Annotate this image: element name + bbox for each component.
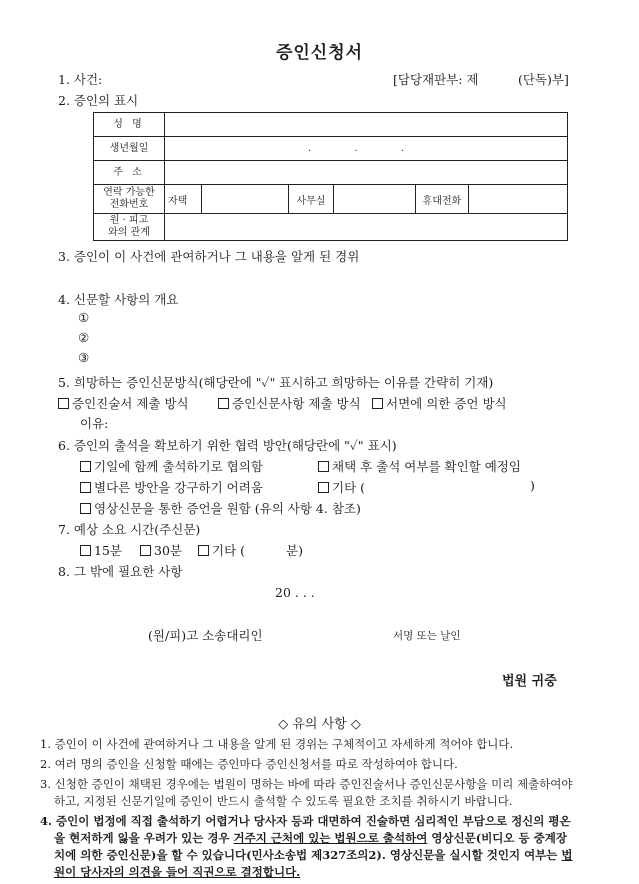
duration-option-3[interactable] — [198, 541, 245, 559]
phone-label-line2: 전화번호 — [109, 199, 149, 210]
method-reason: 이유: — [80, 416, 109, 431]
notes-list — [40, 736, 575, 884]
relation-label-line1: 원 · 피고 — [109, 215, 149, 226]
home-field[interactable] — [202, 185, 289, 214]
birth-field[interactable]: . . . — [165, 137, 568, 161]
questions-label: 4. 신문할 사항의 개요 — [58, 292, 179, 307]
checkbox[interactable] — [372, 398, 383, 409]
case-label: 1. 사건: — [58, 72, 103, 87]
address-label: 주 소 — [94, 161, 165, 185]
phone-label-line1: 연락 가능한 — [103, 187, 155, 198]
attendance-option-4[interactable] — [318, 478, 365, 496]
note-4-underline-1: 거주지 근처에 있는 법원으로 출석하여 — [233, 831, 428, 845]
attendance-option-4-label: 기타 ( — [332, 480, 366, 495]
checkbox[interactable] — [80, 482, 91, 493]
mobile-field[interactable] — [469, 185, 568, 214]
relation-label-line2: 와의 관계 — [108, 227, 150, 238]
attendance-option-5-label: 영상신문을 통한 증언을 원함 (유의 사항 4. 참조) — [94, 501, 361, 516]
checkbox[interactable] — [140, 545, 151, 556]
duration-option-1-label: 15분 — [94, 543, 122, 558]
relation-label — [94, 214, 165, 241]
other-matters-label: 8. 그 밖에 필요한 사항 — [58, 564, 183, 579]
note-4-part-b: 영상신문(비디오 등 중계장치에 의한 증인신문)을 할 수 있습니다(민사소송법 제327조의2). 영상신문을 실시할 것인지 여부는 — [54, 831, 567, 862]
witness-section-label: 2. 증인의 표시 — [58, 93, 139, 108]
duration-option-3-label: 기타 ( — [212, 543, 246, 558]
attendance-option-1[interactable] — [80, 457, 263, 475]
date-line: 20 . . . — [275, 585, 315, 600]
dept-label: [담당재판부: 제 — [393, 72, 479, 87]
question-point-2: ② — [78, 330, 90, 345]
checkbox[interactable] — [318, 482, 329, 493]
attendance-label: 6. 증인의 출석을 확보하기 위한 협력 방안(해당란에 "✓" 표시) — [58, 438, 397, 453]
duration-option-2-label: 30분 — [154, 543, 182, 558]
note-4 — [40, 813, 575, 881]
note-3: 3. 신청한 증인이 채택된 경우에는 법원이 명하는 바에 따라 증인진술서나 증인신문사항을 미리 제출하여야 하고, 지정된 신문기일에 증인이 반드시 출석할 수 있도록 필요한 조치를 취하시기 바랍니다. — [40, 777, 573, 808]
duration-option-1[interactable] — [80, 541, 122, 559]
checkbox[interactable] — [80, 503, 91, 514]
checkbox[interactable] — [80, 545, 91, 556]
mobile-label: 휴대전화 — [416, 185, 469, 214]
method-option-3[interactable] — [372, 394, 507, 412]
method-option-2[interactable] — [218, 394, 361, 412]
note-4-part-a: 4. 증인이 법정에 직접 출석하기 어렵거나 당사자 등과 대면하여 진술하면 심리적인 부담으로 정신의 평온을 현저하게 잃을 우려가 있는 경우 — [40, 814, 571, 845]
note-2: 2. 여러 명의 증인을 신청할 때에는 증인마다 증인신청서를 따로 작성하여야 합니다. — [40, 757, 458, 771]
court-addressee: 법원 귀중 — [502, 674, 557, 689]
office-label: 사무실 — [289, 185, 334, 214]
address-field[interactable] — [165, 161, 568, 185]
notes-title: ◇ 유의 사항 ◇ — [278, 717, 361, 732]
method-option-1[interactable] — [58, 394, 189, 412]
attendance-option-2-label: 채택 후 출석 여부를 확인할 예정임 — [332, 459, 521, 474]
signer-label: (원/피)고 소송대리인 — [148, 628, 263, 643]
checkbox[interactable] — [218, 398, 229, 409]
circumstance-label: 3. 증인이 이 사건에 관여하거나 그 내용을 알게 된 경위 — [58, 249, 360, 264]
question-point-3: ③ — [78, 350, 90, 365]
note-1: 1. 증인이 이 사건에 관여하거나 그 내용을 알게 된 경위는 구체적이고 자세하게 적어야 합니다. — [40, 737, 514, 751]
dept-end: (단독)부] — [518, 72, 569, 87]
home-label: 자택 — [165, 185, 202, 214]
duration-option-3-end: 분) — [286, 543, 303, 558]
method-option-2-label: 증인신문사항 제출 방식 — [232, 396, 361, 411]
relation-field[interactable] — [165, 214, 568, 241]
birth-label: 생년월일 — [94, 137, 165, 161]
checkbox[interactable] — [318, 461, 329, 472]
attendance-option-1-label: 기일에 함께 출석하기로 협의함 — [94, 459, 263, 474]
note-4-underline-2: 법원이 당사자의 의견을 들어 직권으로 결정합니다. — [54, 848, 573, 879]
attendance-option-5[interactable] — [80, 499, 361, 517]
document-title: 증인신청서 — [275, 43, 364, 63]
attendance-option-2[interactable] — [318, 457, 521, 475]
checkbox[interactable] — [80, 461, 91, 472]
office-field[interactable] — [334, 185, 416, 214]
witness-info-table — [93, 112, 568, 241]
checkbox[interactable] — [58, 398, 69, 409]
duration-label: 7. 예상 소요 시간(주신문) — [58, 522, 201, 537]
method-label: 5. 희망하는 증인신문방식(해당란에 "✓" 표시하고 희망하는 이유를 간략히 기재) — [58, 375, 494, 390]
method-option-3-label: 서면에 의한 증언 방식 — [386, 396, 507, 411]
phone-label — [94, 185, 165, 214]
name-label: 성 명 — [94, 113, 165, 137]
signature-label: 서명 또는 날인 — [393, 630, 461, 642]
attendance-option-4-end: ) — [530, 478, 535, 493]
attendance-option-3-label: 별다른 방안을 강구하기 어려움 — [94, 480, 263, 495]
name-field[interactable] — [165, 113, 568, 137]
duration-option-2[interactable] — [140, 541, 182, 559]
attendance-option-3[interactable] — [80, 478, 263, 496]
question-point-1: ① — [78, 310, 90, 325]
method-option-1-label: 증인진술서 제출 방식 — [72, 396, 189, 411]
checkbox[interactable] — [198, 545, 209, 556]
